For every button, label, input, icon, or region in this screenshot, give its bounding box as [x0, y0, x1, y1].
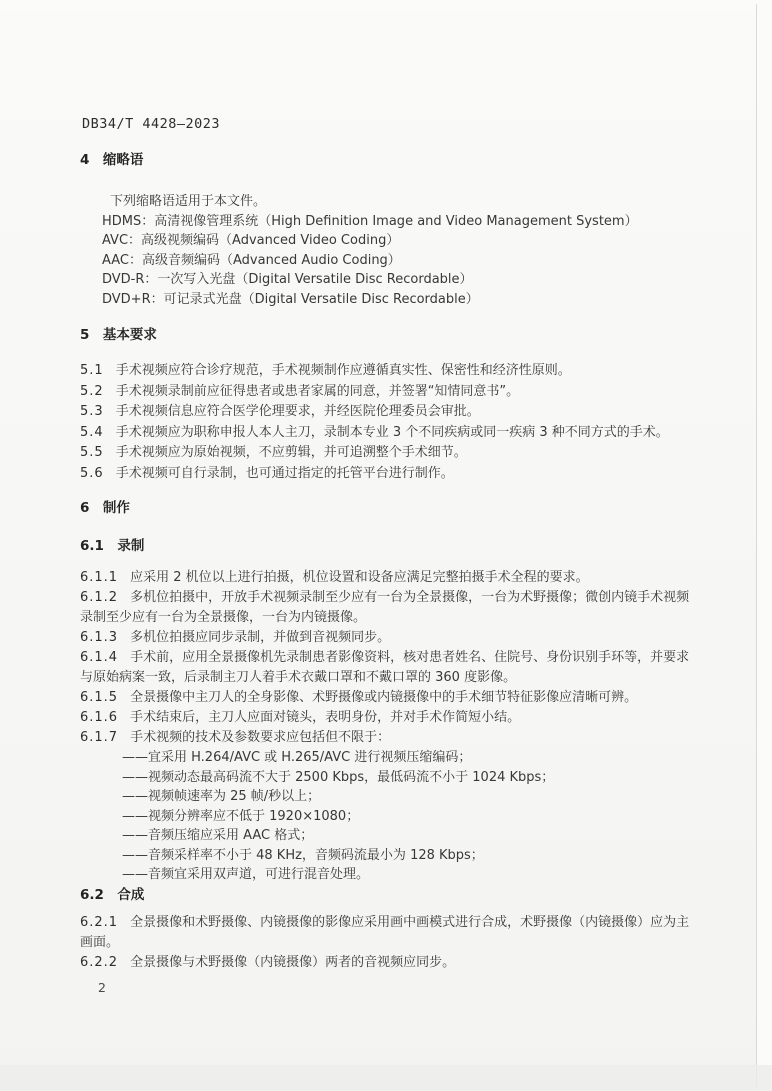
clause-text: 手术视频应符合诊疗规范，手术视频制作应遵循真实性、保密性和经济性原则。 — [115, 363, 571, 378]
clause — [80, 402, 702, 423]
clause — [80, 443, 702, 464]
clause — [80, 568, 702, 588]
clause — [80, 688, 702, 708]
section-6-2-heading: 6.2 合成 — [80, 886, 145, 903]
clause-text: 手术视频应为原始视频，不应剪辑，并可追溯整个手术细节。 — [115, 445, 467, 460]
clause — [80, 953, 702, 973]
dash-list-item: ——音频采样率不小于 48 KHz，音频码流最小为 128 Kbps； — [122, 847, 484, 863]
clause-number: 6.1.1 — [80, 570, 119, 585]
clause-text: 全景摄像中主刀人的全身影像、术野摄像或内镜摄像中的手术细节特征影像应清晰可辨。 — [130, 690, 638, 705]
dash-list-item: ——音频宜采用双声道，可进行混音处理。 — [122, 867, 370, 882]
clause-text: 手术视频信息应符合医学伦理要求，并经医院伦理委员会审批。 — [115, 404, 480, 419]
section-6-1-heading: 6.1 录制 — [80, 538, 145, 554]
clause-text: 全景摄像和术野摄像、内镜摄像的影像应采用画中画模式进行合成，术野摄像（内镜摄像）应为主画面。 — [80, 914, 690, 950]
section-6-1-clauses — [80, 568, 702, 748]
clause — [80, 361, 702, 382]
page-content — [80, 116, 702, 973]
clause-number: 6.2.1 — [80, 914, 119, 930]
clause-text: 全景摄像与术野摄像（内镜摄像）两者的音视频应同步。 — [130, 954, 456, 970]
clause-number: 6.1.4 — [80, 650, 119, 665]
abbreviations-block — [102, 192, 702, 309]
section-6-heading: 6 制作 — [80, 500, 130, 516]
clause-number: 5.2 — [80, 383, 104, 399]
clause-number: 6.1.2 — [80, 590, 119, 605]
clause-text: 手术结束后，主刀人应面对镜头，表明身份，并对手术作简短小结。 — [130, 710, 521, 725]
scan-top-edge — [0, 0, 772, 10]
clause — [80, 728, 702, 748]
page-number: 2 — [98, 980, 106, 995]
clause-number: 6.1.7 — [80, 730, 119, 745]
abbreviations-intro: 下列缩略语适用于本文件。 — [110, 194, 267, 209]
technical-parameter-list — [122, 748, 702, 885]
clause-number: 5.3 — [80, 404, 104, 419]
clause — [80, 913, 702, 953]
abbreviation-item: AVC：高级视频编码（Advanced Video Coding） — [102, 233, 400, 248]
clause — [80, 464, 702, 485]
scan-bottom-edge — [0, 1065, 772, 1091]
section-5-clauses — [80, 361, 702, 484]
clause-number: 6.1.3 — [80, 630, 119, 645]
clause-number: 5.4 — [80, 424, 104, 440]
scan-right-edge-strip — [757, 0, 772, 1091]
section-6-2-clauses — [80, 913, 702, 973]
dash-list-item: ——视频分辨率应不低于 1920×1080； — [122, 808, 360, 824]
abbreviation-item: DVD+R：可记录式光盘（Digital Versatile Disc Recordable） — [102, 291, 479, 307]
dash-list-item: ——视频动态最高码流不大于 2500 Kbps，最低码流不小于 1024 Kbps； — [122, 769, 555, 785]
clause — [80, 588, 702, 628]
clause-text: 手术视频的技术及参数要求应包括但不限于： — [130, 730, 391, 745]
document-code: DB34/T 4428—2023 — [82, 116, 221, 132]
clause-text: 多机位拍摄应同步录制，并做到音视频同步。 — [130, 630, 391, 645]
dash-list-item: ——音频压缩应采用 AAC 格式； — [122, 828, 314, 843]
clause-number: 6.2.2 — [80, 954, 119, 970]
clause-text: 应采用 2 机位以上进行拍摄，机位设置和设备应满足完整拍摄手术全程的要求。 — [130, 570, 589, 585]
abbreviation-item: AAC：高级音频编码（Advanced Audio Coding） — [102, 252, 401, 268]
clause — [80, 423, 702, 444]
clause — [80, 648, 702, 688]
clause-text: 手术视频应为职称申报人本人主刀，录制本专业 3 个不同疾病或同一疾病 3 种不同方式的手术。 — [115, 424, 669, 440]
dash-list-item: ——视频帧速率为 25 帧/秒以上； — [122, 789, 321, 804]
dash-list-item: ——宜采用 H.264/AVC 或 H.265/AVC 进行视频压缩编码； — [122, 750, 472, 765]
clause-number: 5.1 — [80, 363, 104, 378]
section-4-heading: 4 缩略语 — [80, 152, 144, 168]
clause-text: 手术前，应用全景摄像机先录制患者影像资料，核对患者姓名、住院号、身份识别手环等，并要求与原始病案一致，后录制主刀人着手术衣戴口罩和不戴口罩的 360 度影像。 — [80, 650, 690, 685]
clause-text: 多机位拍摄中，开放手术视频录制至少应有一台为全景摄像，一台为术野摄像；微创内镜手术视频录制至少应有一台为全景摄像，一台为内镜摄像。 — [80, 590, 690, 625]
clause-number: 6.1.6 — [80, 710, 119, 725]
clause — [80, 708, 702, 728]
clause-number: 5.6 — [80, 465, 104, 481]
section-5-heading: 5 基本要求 — [80, 327, 157, 343]
clause — [80, 382, 702, 403]
clause — [80, 628, 702, 648]
clause-text: 手术视频可自行录制，也可通过指定的托管平台进行制作。 — [115, 465, 454, 481]
abbreviation-item: HDMS：高清视像管理系统（High Definition Image and Video Management System） — [102, 213, 638, 229]
clause-number: 6.1.5 — [80, 690, 119, 705]
clause-text: 手术视频录制前应征得患者或患者家属的同意，并签署“知情同意书”。 — [115, 383, 520, 399]
abbreviation-item: DVD-R：一次写入光盘（Digital Versatile Disc Recordable） — [102, 272, 473, 287]
clause-number: 5.5 — [80, 445, 104, 460]
